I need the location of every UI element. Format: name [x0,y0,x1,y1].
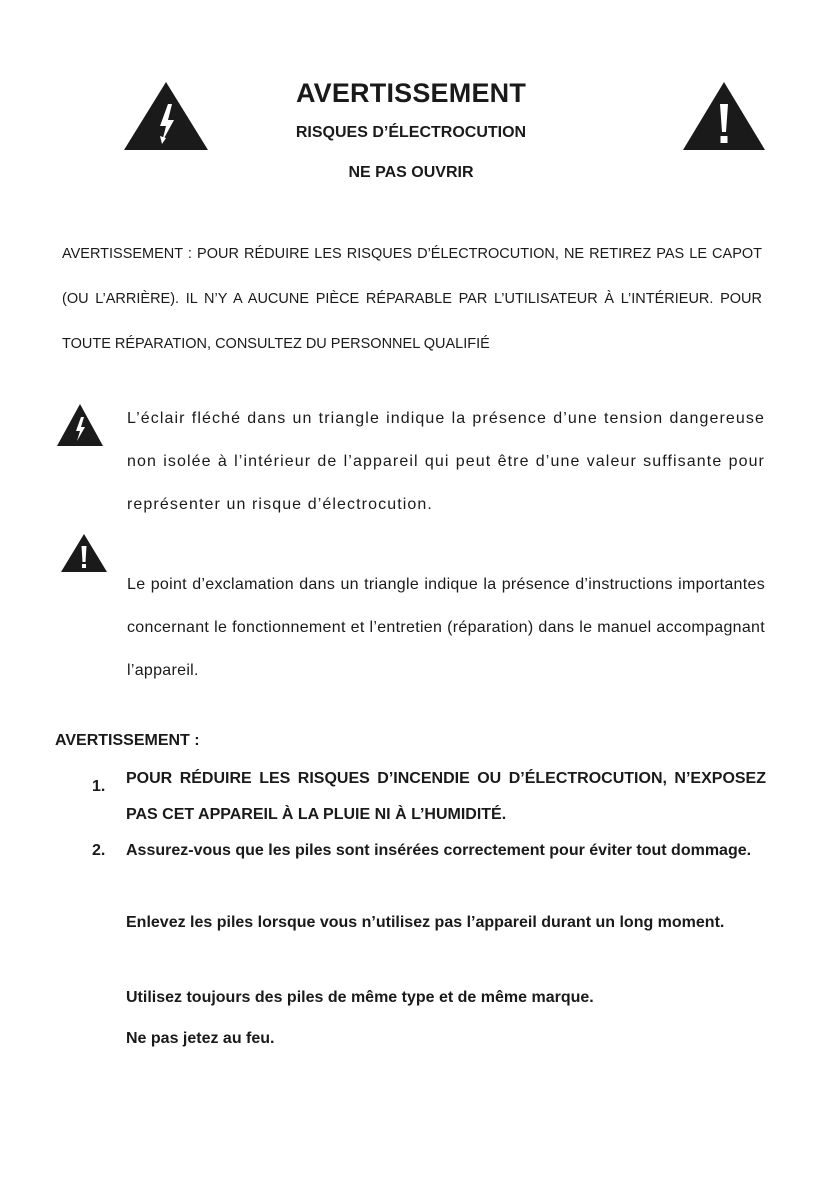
warning-paragraph: AVERTISSEMENT : POUR RÉDUIRE LES RISQUES D’ÉLECTROCUTION, NE RETIREZ PAS LE CAPOT (OU L’ARRIÈRE). IL N’Y A AUCUNE PIÈCE RÉPARABLE PAR L’UTILISATEUR À L’INTÉRIEUR. POUR TOUTE RÉPARATION, CONSULTEZ DU PERSONNEL QUALIFIÉ [62,246,762,352]
page-subtitle-do-not-open: NE PAS OUVRIR [348,164,474,181]
lightning-symbol-description: L’éclair fléché dans un triangle indique la présence d’une tension dangereuse non isolée à l’intérieur de l’appareil qui peut être d’une valeur suffisante pour représenter un risque d’électrocution. [127,410,765,513]
exclamation-symbol-icon [61,534,107,572]
exclamation-symbol-description: Le point d’exclamation dans un triangle indique la présence d’instructions importantes concernant le fonctionnement et l’entretien (réparation) dans le manuel accompagnant l’appareil. [127,576,765,679]
warning-list-title: AVERTISSEMENT : [55,732,200,749]
page-title: AVERTISSEMENT [295,78,527,108]
list-item-number: 1. [92,778,106,795]
list-item-text: Enlevez les piles lorsque vous n’utilisez pas l’appareil durant un long moment. [126,914,725,931]
page-subtitle-risk: RISQUES D’ÉLECTROCUTION [295,124,527,141]
list-item-text: Ne pas jetez au feu. [126,1030,275,1047]
list-item-text: Utilisez toujours des piles de même type et de même marque. [126,989,594,1006]
list-item-text: POUR RÉDUIRE LES RISQUES D’INCENDIE OU D’ÉLECTROCUTION, N’EXPOSEZ PAS CET APPAREIL À LA PLUIE NI À L’HUMIDITÉ. [126,770,766,823]
lightning-symbol-icon [57,404,103,446]
exclamation-triangle-icon [683,82,765,150]
list-item-text: Assurez-vous que les piles sont insérées correctement pour éviter tout dommage. [126,842,752,859]
list-item-number: 2. [92,842,106,859]
